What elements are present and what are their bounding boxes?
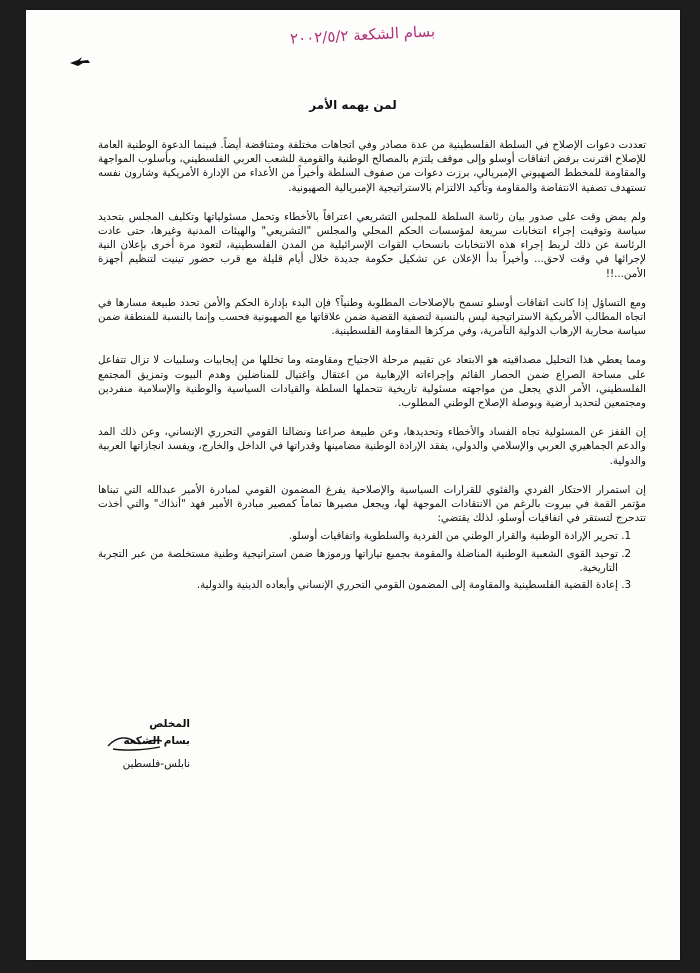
- page-title: لمن يهمه الأمر: [309, 98, 397, 112]
- signature-scribble: [105, 732, 165, 754]
- signer-name: بسام الشكعة: [123, 735, 190, 747]
- document-page: [26, 10, 680, 960]
- list-item: 2. توحيد القوى الشعبية الوطنية المناضلة والمقومة بجميع تياراتها ورموزها ضمن استراتيجية وطنية مستخلصة من عبر التجربة التاريخية.: [98, 547, 618, 575]
- paragraph: ومع التساؤل إذا كانت اتفاقات أوسلو تسمح بالإصلاحات المطلوبة وطنياً؟ فإن البدء بإدارة الحكم والأمن تحدد طبيعة مسارها في اتجاه المطالب الأمريكية الاستراتيجية ليس بالنسبة لتصفية القضية ضمن علاقاتها مع الصهيونية فحسب وإنما بالنسبة للمنطقة ضمن سياسة محاربة الإرهاب الدولية التآمرية، وفي مركزها المقاومة الفلسطينية.: [98, 296, 646, 338]
- signer-location: نابلس-فلسطين: [122, 758, 190, 770]
- paragraph: ومما يعطي هذا التحليل مصداقيته هو الابتعاد عن تقييم مرحلة الاجتياح ومقاومته وما تخللها من إيجابيات وسلبيات لا تزال تتفاعل على مساحة الصراع ضمن الحصار القائم وإجراءاته الإرهابية من اعتقال واغتيال للمناضلين وهدم البيوت وتمزيق المجتمع الفلسطيني، الأمر الذي يجعل من مواجهته مسئولية تاريخية تتحملها السلطة والقيادات السياسية والوطنية والإسلامية منفردين ومجتمعين لتحديد أرضية وبوصلة الإصلاح الوطني المطلوب.: [98, 354, 646, 410]
- demands-list: [98, 529, 646, 592]
- letter-body: [98, 138, 646, 595]
- handwritten-note: بسام الشكعة ٢٠٠٢/٥/٢: [289, 22, 436, 48]
- paragraph: ولم يمض وقت على صدور بيان رئاسة السلطة للمجلس التشريعي اعترافاً بالأخطاء وتحمل مسئولياتها وتكليف المجلس بتحديد سياسة وتوقيت إجراء انتخابات سريعة لمؤسسات الحكم المحلي والمجلس "التشريعي" والهيئات المدنية وغيرها، حتى عادت الرئاسة عن ذلك لربط إجراء هذه الانتخابات بانسحاب القوات الإسرائيلية من المدن الفلسطينية، لتعود مرة أخرى بإعلان النية لإجرائها في وقت لاحق... وأخيراً بدأ الإعلان عن تشكيل حكومة جديدة خلال أيام قليلة مع قرب حضور تينيت لتنظيم أجهزة الأمن...!!: [98, 210, 646, 280]
- paragraph: إن استمرار الاحتكار الفردي والفئوي للقرارات السياسية والإصلاحية يفرغ المضمون القومي لمبادرة الأمير عبدالله التي تبناها مؤتمر القمة في بيروت بالرغم من الانتقادات الموجهة لها، ويجعل مصيرها تماماً كمصير مبادرة الأمير فهد "أنذاك" والتي أخذت تتدحرج لتستقر في اتفاقيات أوسلو. لذلك يقتضي:: [98, 483, 646, 525]
- paragraph: تعددت دعوات الإصلاح في السلطة الفلسطينية من عدة مصادر وفي اتجاهات مختلفة ومتناقضة أيضاً. فبينما الدعوة الوطنية العامة للإصلاح اقترنت برفض اتفاقات أوسلو وإلى موقف يلتزم بالمصالح الوطنية والقومية للشعب العربي الفلسطيني، وبأسلوب المواجهة والمقاومة للمخطط الصهيوني الإمبريالي، برزت دعوات من صفوف السلطة وأخيراً من الأعداء من الإدارة الأمريكية وشارون نفسه تستهدف تصفية الانتفاضة والمقاومة وتأكيد الالتزام بالاستراتيجية الإمبريالية الصهيونية.: [98, 139, 646, 194]
- closing-label: المخلص: [149, 718, 190, 730]
- list-item: 1. تحرير الإرادة الوطنية والقرار الوطني من الفردية والسلطوية واتفاقيات أوسلو.: [98, 529, 618, 543]
- pen-mark-icon: [68, 54, 92, 68]
- list-item: 3. إعادة القضية الفلسطينية والمقاومة إلى المضمون القومي التحرري الإنساني وأبعاده الدينية والدولية.: [98, 578, 618, 592]
- paragraph: إن القفز عن المسئولية تجاه الفساد والأخطاء وتحديدها، وعن طبيعة صراعنا ونضالنا القومي التحرري الإنساني، وعن ذلك المد والدعم الجماهيري العربي والإسلامي والدولي، يفقد الإرادة الوطنية مضامينها وقدراتها في الداخل والخارج، ويفسد انجازاتها العربية والدولية.: [98, 426, 646, 467]
